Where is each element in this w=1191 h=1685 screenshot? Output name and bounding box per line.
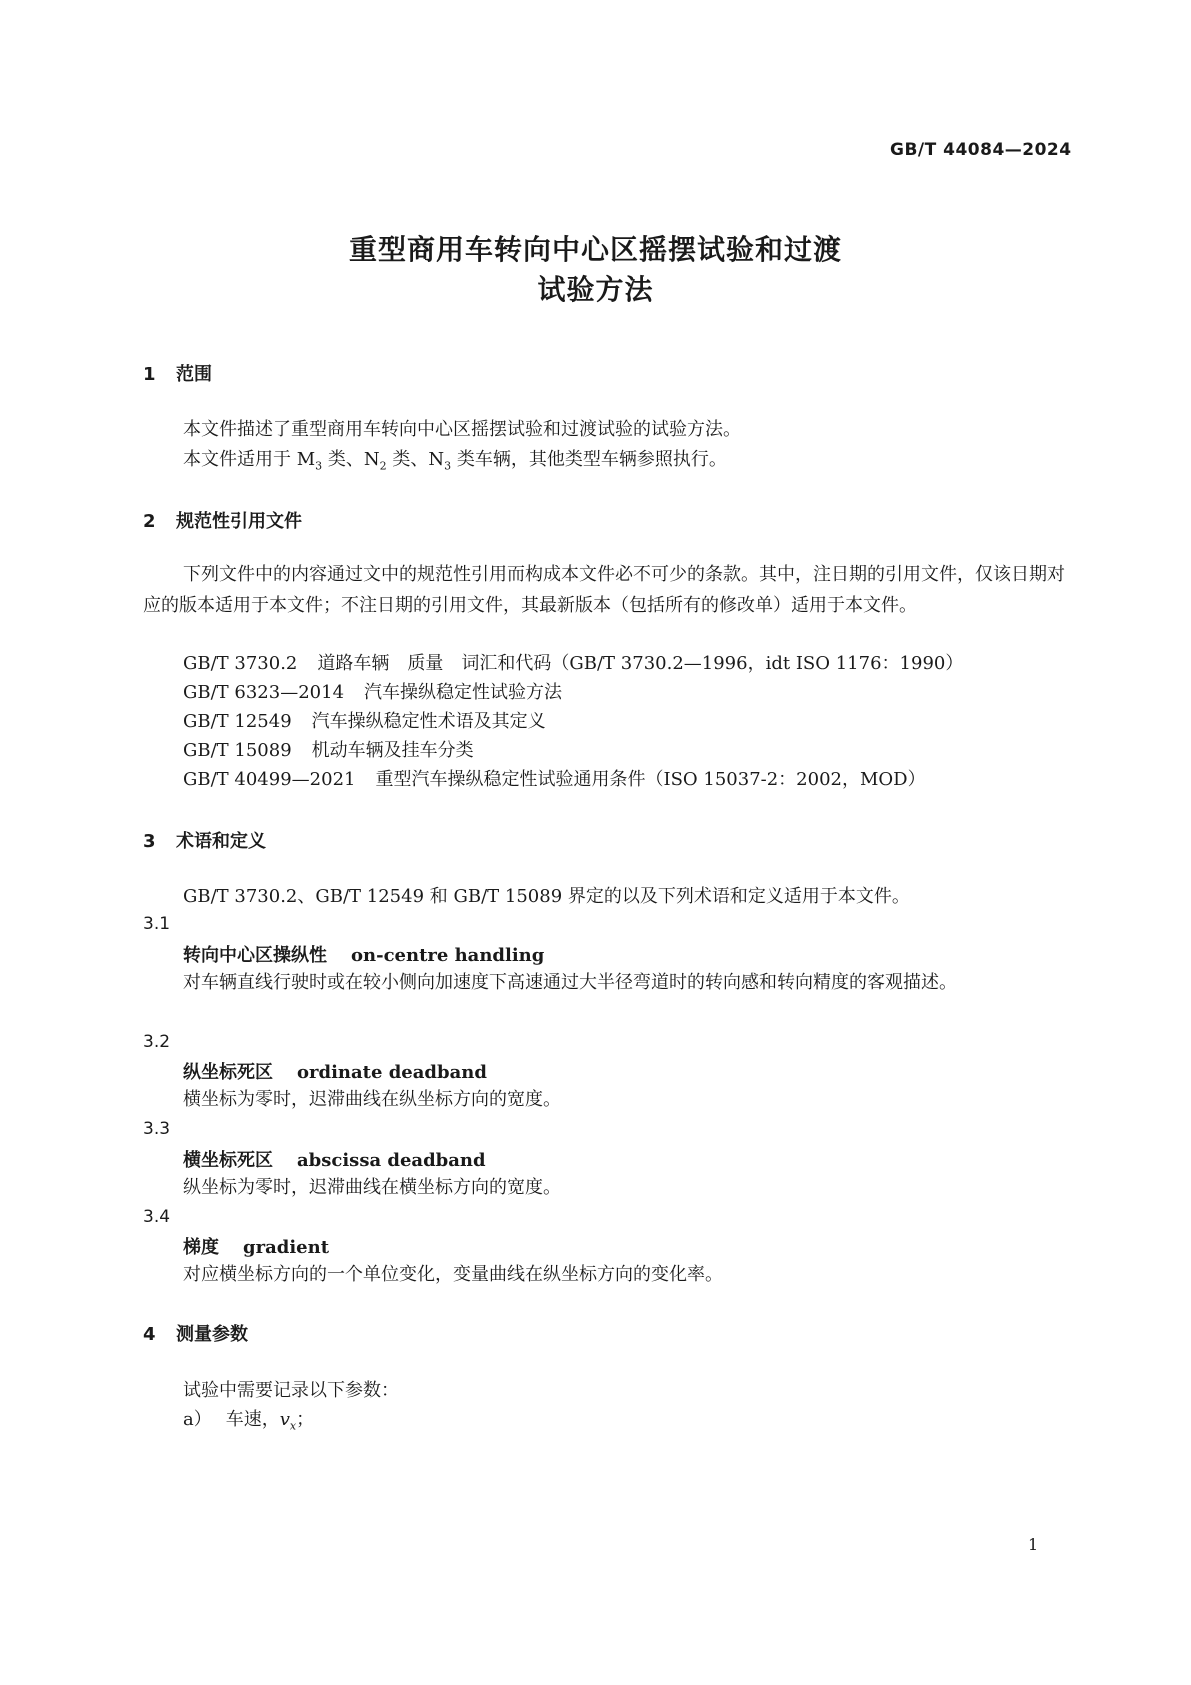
list-item-text: 车速， xyxy=(225,1409,280,1430)
section-number: 4 xyxy=(143,1324,156,1345)
section-2-intro: 下列文件中的内容通过文中的规范性引用而构成本文件必不可少的条款。其中，注日期的引用文件，仅该日期对应的版本适用于本文件；不注日期的引用文件，其最新版本（包括所有的修改单）适用于本文件。 xyxy=(143,564,1065,616)
term-definition: 对应横坐标方向的一个单位变化，变量曲线在纵坐标方向的变化率。 xyxy=(183,1264,723,1285)
normative-reference xyxy=(183,706,546,737)
standard-code: GB/T 44084—2024 xyxy=(890,140,1072,160)
normative-reference xyxy=(183,648,963,679)
text-fragment: 类、N xyxy=(386,449,445,470)
term-number: 3.3 xyxy=(143,1119,171,1139)
term-definition: 纵坐标为零时，迟滞曲线在横坐标方向的宽度。 xyxy=(183,1177,561,1198)
reference-code: GB/T 15089 xyxy=(183,740,292,761)
reference-title: 道路车辆 质量 词汇和代码（GB/T 3730.2—1996，idt ISO 1176：1990） xyxy=(317,653,964,674)
term-definition: 对车辆直线行驶时或在较小侧向加速度下高速通过大半径弯道时的转向感和转向精度的客观描述。 xyxy=(183,972,957,993)
section-1-paragraph-2 xyxy=(183,444,727,482)
term-en: gradient xyxy=(243,1237,330,1258)
reference-code: GB/T 40499—2021 xyxy=(183,769,356,790)
list-item-label: a） xyxy=(183,1409,212,1430)
term-number: 3.4 xyxy=(143,1207,171,1227)
normative-reference xyxy=(183,677,562,708)
document-title-line2: 试验方法 xyxy=(537,273,654,306)
section-4-intro: 试验中需要记录以下参数： xyxy=(183,1380,399,1401)
reference-code: GB/T 6323—2014 xyxy=(183,682,345,703)
variable-symbol: v xyxy=(279,1409,290,1430)
normative-reference xyxy=(183,735,474,766)
section-number: 3 xyxy=(143,831,156,852)
section-number: 1 xyxy=(143,364,156,385)
term-en: on-centre handling xyxy=(351,945,545,966)
reference-title: 机动车辆及挂车分类 xyxy=(311,740,474,761)
subscript: 2 xyxy=(379,459,387,473)
list-item-end: ； xyxy=(296,1409,315,1430)
text-fragment: 类车辆，其他类型车辆参照执行。 xyxy=(451,449,727,470)
reference-code: GB/T 3730.2 xyxy=(183,653,298,674)
term-heading xyxy=(183,941,544,967)
reference-title: 汽车操纵稳定性试验方法 xyxy=(364,682,563,703)
section-title: 范围 xyxy=(176,364,212,385)
normative-reference xyxy=(183,764,926,795)
term-heading xyxy=(183,1233,329,1259)
term-en: abscissa deadband xyxy=(297,1150,486,1171)
section-4-heading xyxy=(143,1320,248,1346)
subscript: 3 xyxy=(315,459,323,473)
text-fragment: 类、N xyxy=(322,449,380,470)
section-3-intro: GB/T 3730.2、GB/T 12549 和 GB/T 15089 界定的以及下列术语和定义适用于本文件。 xyxy=(183,886,910,907)
section-title: 规范性引用文件 xyxy=(176,511,302,532)
term-zh: 转向中心区操纵性 xyxy=(183,945,327,966)
document-title-line1: 重型商用车转向中心区摇摆试验和过渡 xyxy=(348,233,842,266)
term-zh: 纵坐标死区 xyxy=(183,1062,273,1083)
section-number: 2 xyxy=(143,511,156,532)
text-fragment: 本文件适用于 M xyxy=(183,449,316,470)
section-1-paragraph-1: 本文件描述了重型商用车转向中心区摇摆试验和过渡试验的试验方法。 xyxy=(183,419,741,440)
page-number: 1 xyxy=(1028,1535,1039,1554)
term-number: 3.2 xyxy=(143,1032,171,1052)
term-heading xyxy=(183,1058,487,1084)
section-3-heading xyxy=(143,827,266,853)
reference-title: 重型汽车操纵稳定性试验通用条件（ISO 15037-2：2002，MOD） xyxy=(375,769,926,790)
term-number: 3.1 xyxy=(143,914,171,934)
term-zh: 横坐标死区 xyxy=(183,1150,273,1171)
section-title: 测量参数 xyxy=(176,1324,248,1345)
section-title: 术语和定义 xyxy=(176,831,266,852)
term-definition: 横坐标为零时，迟滞曲线在纵坐标方向的宽度。 xyxy=(183,1089,561,1110)
section-2-heading xyxy=(143,507,302,533)
reference-code: GB/T 12549 xyxy=(183,711,292,732)
term-heading xyxy=(183,1146,486,1172)
section-1-heading xyxy=(143,360,212,386)
term-zh: 梯度 xyxy=(183,1237,219,1258)
list-item xyxy=(183,1404,314,1442)
subscript: 3 xyxy=(444,459,452,473)
term-en: ordinate deadband xyxy=(297,1062,487,1083)
subscript: x xyxy=(289,1419,297,1433)
reference-title: 汽车操纵稳定性术语及其定义 xyxy=(311,711,546,732)
